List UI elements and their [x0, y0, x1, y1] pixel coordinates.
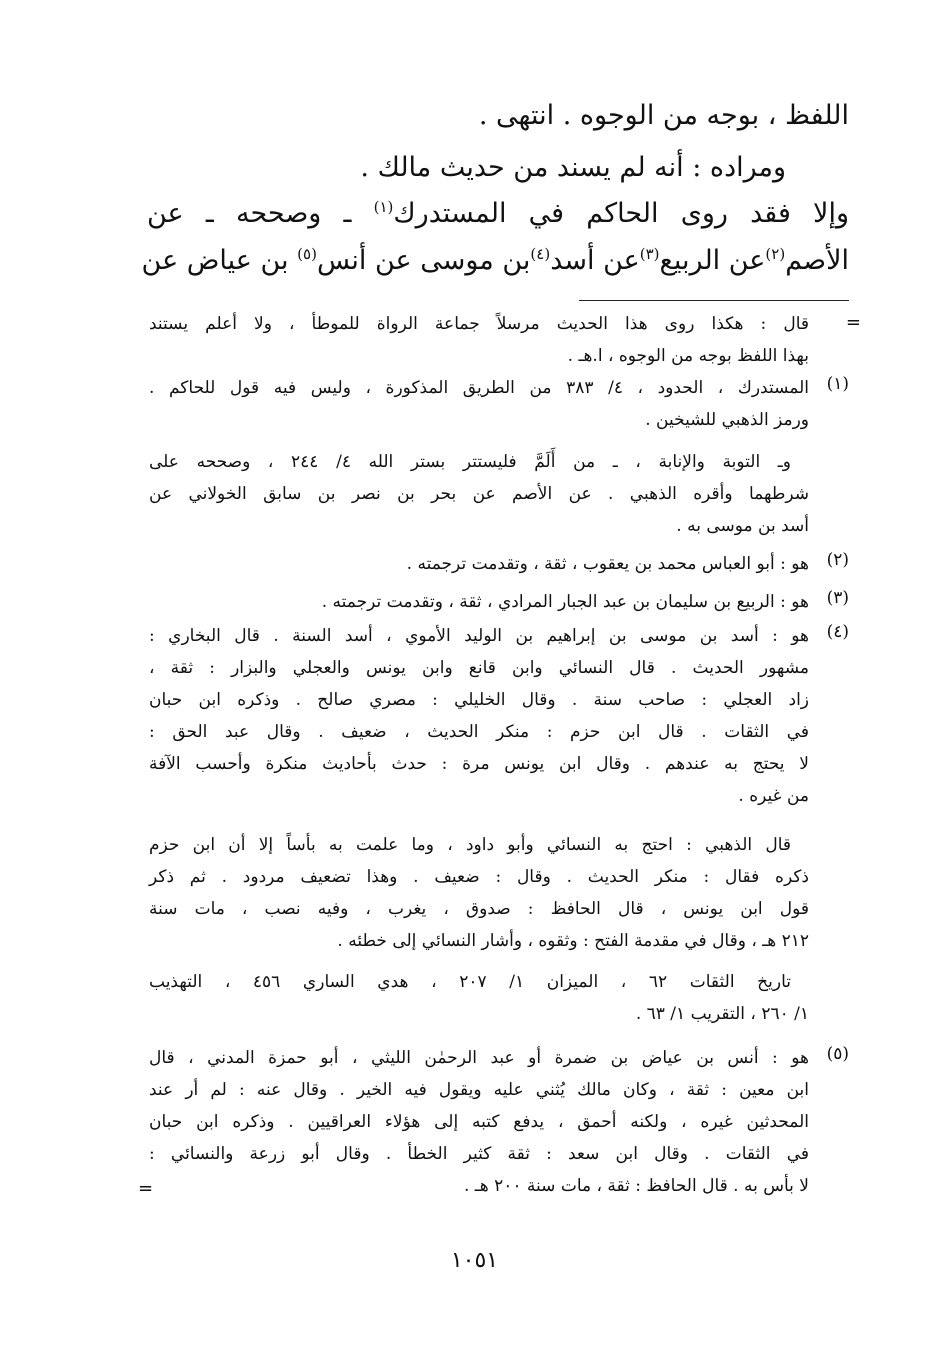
footnote-separator — [579, 300, 849, 301]
continuation-marker: = — [845, 312, 861, 333]
footnote-line: في الثقات . قال ابن حزم : منكر الحديث ، ضعيف . وقال عبد الحق : — [149, 722, 809, 742]
end-continuation-marker: = — [138, 1178, 154, 1199]
footnote-line: ذكره فقال : منكر الحديث . وقال : ضعيف . وهذا تضعيف مردود . ثم ذكر — [149, 867, 809, 887]
footnote-ref-2[interactable]: (٢) — [765, 245, 786, 263]
footnote-ref-5[interactable]: (٥) — [297, 245, 317, 263]
footnote-line: بهذا اللفظ بوجه من الوجوه ، ا.هـ . — [567, 346, 809, 366]
main-text-line-4 — [141, 245, 849, 276]
footnote-line: أسد بن موسى به . — [676, 516, 809, 536]
footnote-line: تاريخ الثقات ٦٢ ، الميزان ١/ ٢٠٧ ، هدي الساري ٤٥٦ ، التهذيب — [149, 972, 791, 992]
main-text-line-2: ومراده : أنه لم يسند من حديث مالك . — [360, 152, 786, 183]
footnote-line: هو : أبو العباس محمد بن يعقوب ، ثقة ، وتقدمت ترجمته . — [406, 554, 809, 574]
footnote-1 — [149, 372, 809, 436]
footnote-5 — [149, 1042, 809, 1202]
footnote-line: مشهور الحديث . قال النسائي وابن قانع وابن يونس والعجلي والبزار : ثقة ، — [149, 658, 809, 678]
footnote-line: لا بأس به . قال الحافظ : ثقة ، مات سنة ٢٠٠ هـ . — [463, 1176, 809, 1196]
footnote-ref-3[interactable]: (٣) — [639, 245, 660, 263]
page-number: ١٠٥١ — [450, 1248, 499, 1273]
footnote-ref-1[interactable]: (١) — [373, 198, 394, 216]
footnote-4-references — [149, 966, 809, 1030]
main-text-line-4-part-c: عن أسد — [550, 245, 640, 276]
main-text-line-3-part-b: ـ وصححه ـ عن — [147, 198, 374, 229]
footnote-line: هو : الربيع بن سليمان بن عبد الجبار المرادي ، ثقة ، وتقدمت ترجمته . — [321, 592, 809, 612]
footnote-number-5: (٥) — [826, 1044, 849, 1064]
footnote-line: هو : أسد بن موسى بن إبراهيم بن الوليد الأموي ، أسد السنة . قال البخاري : — [149, 626, 809, 646]
footnote-line: قول ابن يونس ، قال الحافظ : صدوق ، يغرب ، وفيه نصب ، مات سنة — [149, 899, 809, 919]
footnote-line: ٢١٢ هـ ، وقال في مقدمة الفتح : وثقوه ، وأشار النسائي إلى خطئه . — [337, 931, 809, 951]
footnote-line: لا يحتج به عندهم . وقال ابن يونس مرة : حدث بأحاديث منكرة وأحسب الآفة — [149, 754, 809, 774]
footnote-number-2: (٢) — [826, 550, 849, 570]
footnote-line: المستدرك ، الحدود ، ٤/ ٣٨٣ من الطريق المذكورة ، وليس فيه قول للحاكم . — [149, 378, 810, 398]
footnote-line: ابن معين : ثقة ، وكان مالك يُثني عليه ويقول فيه الخير . وقال عنه : لم أر عند — [149, 1080, 809, 1100]
main-text-line-3-part-a: وإلا فقد روى الحاكم في المستدرك — [393, 198, 849, 229]
footnote-2 — [149, 548, 809, 580]
footnote-continuation — [149, 308, 809, 372]
footnote-line: قال الذهبي : احتج به النسائي وأبو داود ، وما علمت به بأساً إلا أن ابن حزم — [149, 835, 791, 855]
footnote-line: ١/ ٢٦٠ ، التقريب ١/ ٦٣ . — [635, 1004, 809, 1024]
main-text-line-4-part-b: عن الربيع — [659, 245, 766, 276]
footnote-line: المحدثين غيره ، ولكنه أحمق ، يدفع كتبه إلى هؤلاء العراقيين . وذكره ابن حبان — [149, 1112, 809, 1132]
main-text-line-3 — [147, 198, 849, 229]
footnote-ref-4[interactable]: (٤) — [530, 245, 551, 263]
main-text-line-1: اللفظ ، بوجه من الوجوه . انتهى . — [478, 100, 849, 131]
footnote-4-dhahabi — [149, 829, 809, 957]
footnote-line: من غيره . — [738, 786, 809, 806]
footnote-4 — [149, 620, 809, 812]
footnote-line: ورمز الذهبي للشيخين . — [645, 410, 809, 430]
footnote-number-1: (١) — [826, 374, 849, 394]
footnote-number-3: (٣) — [826, 588, 849, 608]
footnote-line: وـ التوبة والإنابة ، ـ من أَلَمَّ فليستتر بستر الله ٤/ ٢٤٤ ، وصححه على — [149, 452, 792, 472]
footnote-line: في الثقات . وقال ابن سعد : ثقة كثير الخطأ . وقال أبو زرعة والنسائي : — [149, 1144, 809, 1164]
footnote-1-extra — [149, 446, 809, 542]
footnote-line: قال : هكذا روى هذا الحديث مرسلاً جماعة الرواة للموطأ ، ولا أعلم يستند — [149, 314, 809, 334]
footnote-line: هو : أنس بن عياض بن ضمرة أو عبد الرحمٰن الليثي ، أبو حمزة المدني ، قال — [149, 1048, 809, 1068]
footnote-line: شرطهما وأقره الذهبي . عن الأصم عن بحر بن نصر بن سابق الخولاني عن — [149, 484, 809, 504]
footnote-3 — [149, 586, 809, 618]
footnote-number-4: (٤) — [826, 622, 849, 642]
footnote-line: زاد العجلي : صاحب سنة . وقال الخليلي : مصري صالح . وذكره ابن حبان — [149, 690, 809, 710]
main-text-line-4-part-d: بن موسى عن أنس — [316, 245, 531, 276]
main-text-line-4-part-e: بن عياض عن — [141, 245, 298, 276]
main-text-line-4-part-a: الأصم — [785, 245, 849, 276]
